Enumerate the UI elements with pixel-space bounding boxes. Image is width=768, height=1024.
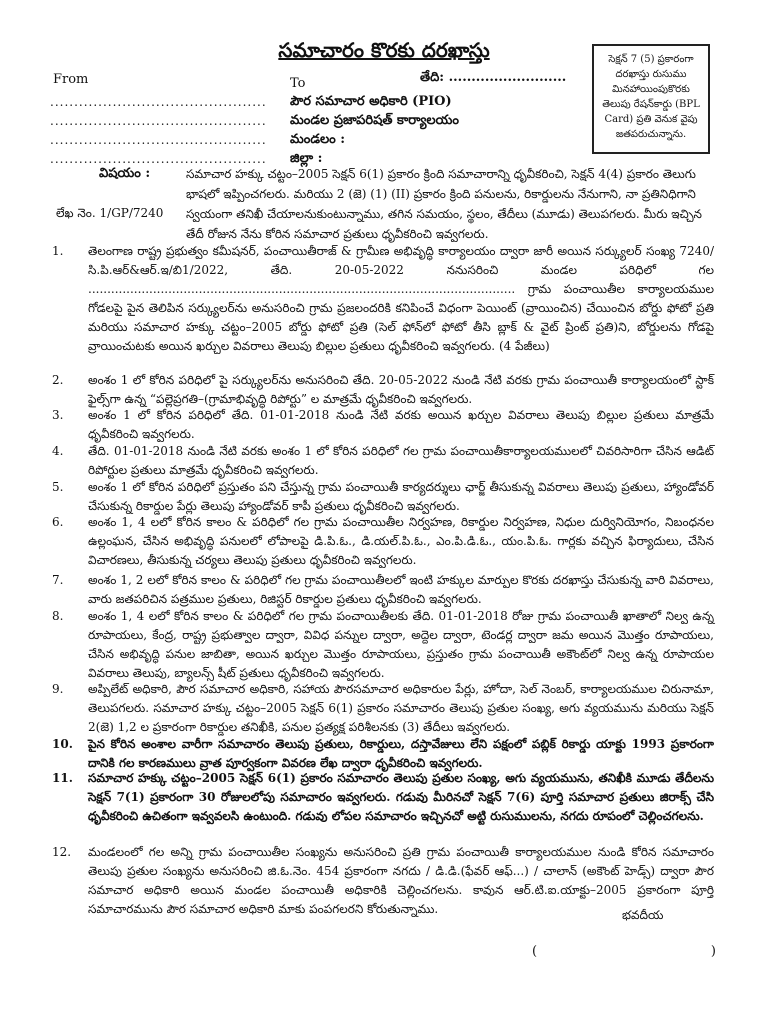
item-number: 2. bbox=[52, 373, 64, 387]
page-title: సమాచారం కొరకు దరఖాస్తు bbox=[278, 38, 490, 62]
signature-line bbox=[532, 944, 716, 959]
request-item: అప్పిలేట్ అధికారి, పౌర సమాచార అధికారి, సహాయ పౌరసమాచార అధికారుల పేర్లు, హోదా, సెల్ నెంబర్, కార్యాలయముల చిరునామా, తెలుపగలరు. సమాచార హక్కు చట్టం–2005 సెక్షన్ 6(1) ప్రకారం సమాచారం తెలుపు ప్రతుల సంఖ్య, అగు వ్యయమును మరియు సెక్షన్ 2(జె) 1,2 ల ప్రకారంగా రికార్డుల తనిఖీకి, పనుల ప్రత్యక్ష పరిశీలనకు (3) తేదీలు ఇవ్వగలరు. bbox=[88, 682, 714, 734]
recipient-line: మండల ప్రజాపరిషత్ కార్యాలయం bbox=[290, 113, 459, 128]
recipient-line: మండలం : bbox=[290, 132, 346, 147]
to-label: To bbox=[290, 76, 306, 91]
fee-exemption-note: సెక్షన్ 7 (5) ప్రకారంగా దరఖాస్తు రుసుము మినహాయింపుకొరకు తెలుపు రేషన్‌కార్డు (BPL Card) ప్రతి వెనుక వైపు జతపరుచున్నాను. bbox=[592, 44, 710, 154]
from-address-line: ............................................. bbox=[50, 95, 267, 109]
request-item: పైన కోరిన అంశాల వారీగా సమాచారం తెలుపు ప్రతులు, రికార్డులు, దస్తావేజులు లేని పక్షంలో పబ్లిక్ రికార్డు యాక్టు 1993 ప్రకారంగా దానికి గల కారణములు వ్రాత పూర్వకంగా వివరణ లేఖ ద్వారా ధృవీకరించి ఇవ్వగలరు. bbox=[88, 737, 714, 770]
item-number: 4. bbox=[52, 444, 64, 458]
request-item: అంశం 1 లో కోరిన పరిధిలో తేది. 01-01-2018 నుండి నేటి వరకు అయిన ఖర్చుల వివరాలు తెలుపు బిల్లుల ప్రతులు మాత్రమే ధృవీకరించి ఇవ్వగలరు. bbox=[88, 408, 714, 441]
request-item: మండలంలో గల అన్ని గ్రామ పంచాయితీల సంఖ్యను అనుసరించి ప్రతి గ్రామ పంచాయితీ కార్యాలయముల నుండి కోరిన సమాచారం తెలుపు ప్రతుల సంఖ్యను అనుసరించి జి.ఓ.నెం. 454 ప్రకారంగా నగదు / డి.డి.(ఫేవర్ ఆఫ్...) / చాలాన్ (అకౌంట్ హెడ్స్) ద్వారా పౌర సమాచార అధికారి అయిన మండల పంచాయితీ అధికారికి చెల్లించగలను. కావున ఆర్.టి.ఐ.యాక్టు–2005 ప్రకారంగా పూర్తి సమాచారమును పౌర సమాచార అధికారి మాకు పంపగలరని కోరుతున్నాము. bbox=[88, 845, 715, 916]
item-number: 6. bbox=[52, 515, 64, 529]
from-label: From bbox=[53, 72, 89, 87]
from-address-line: ............................................. bbox=[50, 152, 267, 166]
recipient-line: పౌర సమాచార అధికారి (PIO) bbox=[290, 94, 452, 109]
reference-number: లేఖ నెం. 1/GP/7240 bbox=[56, 206, 164, 220]
item-number: 1. bbox=[52, 244, 64, 258]
closing-salutation: భవదీయ bbox=[622, 908, 664, 922]
from-address-line: ............................................. bbox=[50, 133, 267, 147]
signature-close-paren: ) bbox=[710, 944, 716, 959]
date-field: తేది: .......................... bbox=[420, 70, 567, 85]
item-number: 11. bbox=[52, 771, 73, 785]
signature-open-paren: ( bbox=[532, 944, 538, 959]
request-item: అంశం 1, 2 లలో కోరిన కాలం & పరిధిలో గల గ్రామ పంచాయితీలలో ఇంటి హక్కుల మార్పుల కొరకు దరఖాస్తు చేసుకున్న వారి వివరాలు, వారు జతపరిచిన పత్రముల ప్రతులు, రిజిస్టర్ రికార్డుల ప్రతులు ధృవీకరించి ఇవ్వగలరు. bbox=[88, 573, 714, 606]
subject-text: సమాచార హక్కు చట్టం–2005 సెక్షన్ 6(1) ప్రకారం క్రింది సమాచారాన్ని ధృవీకరించి, సెక్షన్ 4(4) ప్రకారం తెలుగు భాషలో ఇప్పించగలరు. మరియు 2 (జె) (1) (II) ప్రకారం క్రింది పనులను, రికార్డులను నేనుగాని, నా ప్రతినిధిగాని స్వయంగా తనిఖీ చేయాలనుకుంటున్నాము, తగిన సమయం, స్థలం, తేదీలు (మూడు) తెలుపగలరు. మీరు ఇచ్చిన తేదీ రోజున నేను కోరిన సమాచార ప్రతులు ధృవీకరించి ఇవ్వగలరు. bbox=[186, 167, 702, 241]
item-number: 7. bbox=[52, 573, 64, 587]
request-item: అంశం 1 లో కోరిన పరిధిలో ప్రస్తుతం పని చేస్తున్న గ్రామ పంచాయితీ కార్యదర్శులు ఛార్జ్ తీసుకున్న వివరాలు తెలుపు ప్రతులు, హ్యాండోవర్ చేసుకున్న రికార్డుల పేర్లు తెలుపు హ్యాండోవర్ కాపీ ప్రతులు ధృవీకరించి ఇవ్వగలరు. bbox=[88, 480, 714, 513]
item-number: 5. bbox=[52, 480, 64, 494]
request-item: అంశం 1, 4 లలో కోరిన కాలం & పరిధిలో గల గ్రామ పంచాయితీలకు తేది. 01-01-2018 రోజు గ్రామ పంచాయితీ ఖాతాలో నిల్వ ఉన్న రూపాయలు, కేంద్ర, రాష్ట్ర ప్రభుత్వాల ద్వారా, వివిధ పన్నుల ద్వారా, అద్దెల ద్వారా, టెండర్ల ద్వారా జమ అయిన మొత్తం రూపాయలు, చేసిన అభివృద్ధి పనుల జాబితా, అయిన ఖర్చుల మొత్తం రూపాయలు, ప్రస్తుతం గ్రామ పంచాయితీ అకౌంట్‌లో నిల్వ ఉన్న రూపాయల వివరాలు తెలుపు, బ్యాలన్స్ షీట్ ప్రతులు ధృవీకరించి ఇవ్వగలరు. bbox=[88, 609, 714, 680]
item-number: 8. bbox=[52, 609, 64, 623]
recipient-line: జిల్లా : bbox=[290, 151, 323, 166]
from-address-line: ............................................. bbox=[50, 114, 267, 128]
item-number: 12. bbox=[52, 845, 72, 859]
item-number: 10. bbox=[52, 737, 73, 751]
item-number: 3. bbox=[52, 408, 64, 422]
request-item: తేది. 01-01-2018 నుండి నేటి వరకు అంశం 1 లో కోరిన పరిధిలో గల గ్రామ పంచాయితీకార్యాలయములలో చివరిసారిగా చేసిన ఆడిట్ రిపోర్టుల ప్రతులు మాత్రమే ధృవీకరించి ఇవ్వగలరు. bbox=[88, 444, 714, 477]
request-item: తెలంగాణ రాష్ట్ర ప్రభుత్వం కమీషనర్, పంచాయితీరాజ్ & గ్రామీణ అభివృద్ధి కార్యాలయం ద్వారా జారీ అయిన సర్క్యులర్ సంఖ్య 7240/సి.పి.ఆర్&ఆర్.ఇ/బి1/2022, తేది. 20-05-2022 ననుసరించి మండల పరిధిలో గల ................................................................................................................ గ్రామ పంచాయితీల కార్యాలయముల గోడలపై పైన తెలిపిన సర్క్యులర్‌ను అనుసరించి గ్రామ ప్రజలందరికి కనిపించే విధంగా పెయింట్ (వ్రాయించిన) చేయించిన బోర్డు ఫోటో ప్రతి మరియు సమాచార హక్కు చట్టం–2005 బోర్డు ఫోటో ప్రతి (సెల్ ఫోన్‌లో ఫోటో తీసి బ్లాక్ & వైట్ ప్రింట్ ప్రతి)ని, బోర్డులను గోడపై వ్రాయించుటకు అయిన ఖర్చుల వివరాలు తెలుపు బిల్లుల ప్రతులు ధృవీకరించి ఇవ్వగలరు. (4 పేజీలు) bbox=[88, 244, 714, 353]
subject-label: విషయం : bbox=[99, 166, 151, 181]
request-item: సమాచార హక్కు చట్టం–2005 సెక్షన్ 6(1) ప్రకారం సమాచారం తెలుపు ప్రతుల సంఖ్య, అగు వ్యయమును, తనిఖీకి మూడు తేదీలను సెక్షన్ 7(1) ప్రకారంగా 30 రోజులలోపు సమాచారం ఇవ్వగలరు. గడువు మీరినచో సెక్షన్ 7(6) పూర్తి సమాచార ప్రతులు జిరాక్స్ చేసి ధృవీకరించి ఉచితంగా ఇవ్వవలసి ఉంటుంది. గడువు లోపల సమాచారం ఇచ్చినచో అట్టి రుసుములను, నగదు రూపంలో చెల్లించగలను. bbox=[88, 771, 714, 823]
item-number: 9. bbox=[52, 682, 64, 696]
request-item: అంశం 1 లో కోరిన పరిధిలో పై సర్క్యులర్‌ను అనుసరించి తేది. 20-05-2022 నుండి నేటి వరకు గ్రామ పంచాయితీ కార్యాలయంలో స్టాక్ ఫైల్స్‌గా ఉన్న “పల్లెప్రగతి–(గ్రామాభివృద్ధి రిపోర్టు” ల మాత్రమే ధృవీకరించి ఇవ్వగలరు. bbox=[88, 373, 714, 406]
request-item: అంశం 1, 4 లలో కోరిన కాలం & పరిధిలో గల గ్రామ పంచాయితీల నిర్వహణ, రికార్డుల నిర్వహణ, నిధుల దుర్వినియోగం, నిబంధనల ఉల్లంఘన, చేసిన అభివృద్ధి పనులలో లోపాలపై డి.పి.ఓ., డి.యల్.పి.ఓ., ఎం.పి.డి.ఓ., యం.పి.ఓ. గార్లకు వచ్చిన ఫిర్యాదులు, చేసిన విచారణలు, తీసుకున్న చర్యలు తెలుపు ప్రతులు ధృవీకరించి ఇవ్వగలరు. bbox=[88, 515, 714, 567]
